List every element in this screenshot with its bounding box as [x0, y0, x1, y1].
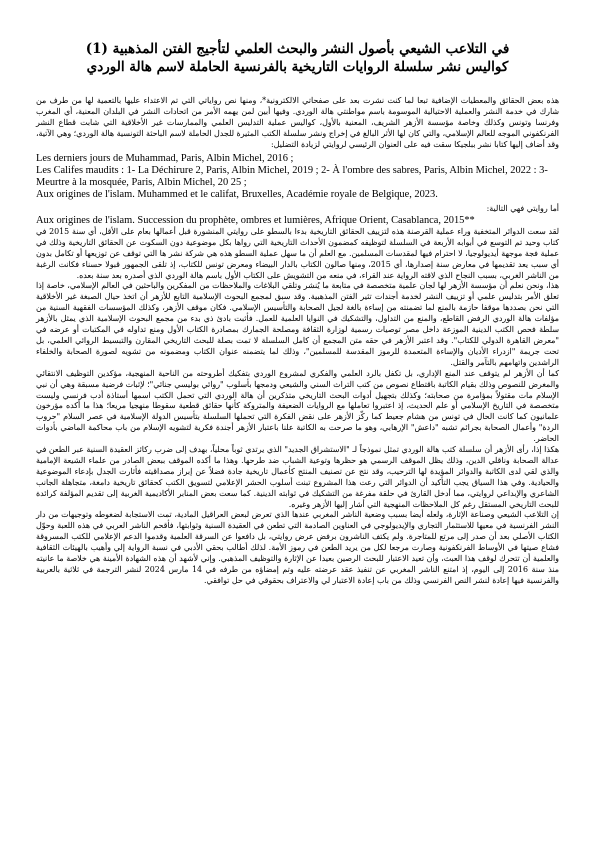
book-item-2: Les Califes maudits : 1- La Déchirure 2, Paris, Albin Michel, 2019 ; 2- À l'ombre des sabres, Paris, Albin Michel, 2022 : 3- Meurtre à la mosquée, Paris, Albin Michel, 20 25 ; [36, 164, 548, 189]
novel-label: أما روايتي فهي التالية: [486, 203, 559, 213]
title-line-2: كواليس نشر سلسلة الروايات التاريخية بالفرنسية الحاملة لاسم هالة الوردي [86, 59, 509, 75]
paragraph-4: هكذا إذا، رأى الأزهر أن سلسلة كتب هالة الوردي تمثل نموذجاً لـ "الاستشراق الجديد" الذي يرتدي ثوباً محلياً، بهدف إلى ضرب ركائز العقيدة السنية عبر الطعن في عدالة الصحابة وناقلي الدين، وذلك يظل الموقف الرسمي هو حظرها وتوعية الشباب ضد طرحها. وهذا ما أكده الموقف ببعض الصادر من علماء الشيعة الإمامية والذي لقي لدى الكاتبة والدوائر المؤيدة لها الترحيب، وقد نتج عن تصنيف المنتج كأعمال تاريخية جادة فضلاً عن إبراز مصداقيته فأثارت الجدل بإدعاء الموضوعية والحيادية. وفي هذا السياق يجب التأكيد أن الدوائر التي رعت هذا المشروع تبنت أسلوب الحشر الإعلامي لتسويق الكتب كحقائق تاريخية دامغة، متجاهلة الجانب الشاعري والإبداعي لروايتي، مما أدخل القارئ في حلقة مفرغة من التشكيك في ثوابته الدينية. كما سعت بعض المنابر الأكاديمية الغربية إلى تقديم المؤلفة كرائدة للبحث التاريخي المستقل رغم كل الملاحظات المنهجية التي أشار إليها الأزهر وغيره. [36, 445, 559, 509]
intro-paragraph: هذه بعض الحقائق والمعطيات الإضافية تبعا لما كنت نشرت بعد على صفحاتي الالكترونية*، ومنها نص رواياتي التي تم الاعتداء عليها بالتعمية لها من طرف من شارك في خدمة النشر والعملية الاحتيالية الموسومة باسم مواطنتي هالة الوردي. وفيها أبين لمن يهمه الأمر من اتحادات النشر في البلدان المعنية، أي المغرب وفرنسا وتونس وكذلك وخاصة مؤسسة الأزهر الشريف، المعنية بالأول، كواليس عملية التدليس العلمي والممارسات غير الأخلاقية التي شابت قطاع النشر الفرنكفوني الموجه للعالم الإسلامي، والتي كان لها الأثر البالغ في إخراج ونشر سلسلة الكتب المثيرة للجدل الحاملة لاسم الباحثة التونسية هالة الوردي؛ وهي الآتية، وقد أضاف إليها كتابا نشر ببلجيكا سقت فيه على العنوان الرئيسي لروايتي لزيادة التضليل: [36, 96, 559, 149]
novel-citation: Aux origines de l'islam. Succession du prophète, ombres et lumières, Afrique Orient, Casablanca, 2015** [36, 214, 475, 226]
document-page [36, 40, 559, 587]
paragraph-3: كما أن الأزهر لم يتوقف عند المنع الإداري، بل تكفل بالرد العلمي والفكري لمشروع الوردي بتفكيك أطروحته من الناحية المنهجية، مؤكدين التوظيف الانتقائي والمغرض للنصوص وذلك بقيام الكاتبة باقتطاع نصوص من كتب التراث السني والشيعي ودمجها بأسلوب "روائي بوليسي جنائي"؛ لإثبات فرضية مسبقة وهي أن نبي الإسلام مات مقتولاً بمؤامرة من صحابته؛ وكذلك بتجهيل أدوات البحث التاريخي متذكرين أن هالة الوردي التي تحمل الكتب اسمها أستاذة أدب فرنسي وليست متخصصة في التاريخ الإسلامي أو علم الحديث، إذ اعتبروا تعاملها مع الروايات الضعيفة والمتروكة كأنها حقائق قطعية سقوطا منهجيا مريعا؛ هذا ما أكده مؤرخون علمانيون كما كانت الحال في تونس من هشام جعيط كما ركّز الأزهر على نقض الفكرة التي تحملها السلسلة بتأسيس الدولة الإسلامية في عصر السلام "حروب الردة" وأعمال الصحابة بجرائم تشبه "داعش" الإرهابي، وهو ما صرحت به الكاتبة علنا باعتبار الأزهر أجندة فكرية لتشويه الإسلام من باب محاكمة الماضي بأدوات الحاضر. [36, 368, 559, 444]
paragraph-5: إن التلاعب الشيعي وصناعة الإثارة، ولعله أيضا بسبب وضعية الناشر المغربي عندها الذي تعرض لبعض العراقيل المادية، تمت الاستجابة لضغوطه وتوجيهات من دار النشر الفرنسية في معيها للاستثمار التجاري والإيديولوجي في العناوين الصادمة التي تطعن في العقيدة السنية وثوابتها، فأقحم الناشر العربي في هذه اللعبة وحوّل الكتاب الأصلي بعد أن صدر إلى مرتع للمتاجرة. ولم يكتف الناشرون برفض عرض روايتي، بل دافعوا عن السرقة العلمية وقدموا الدعم الإعلامي للكتب المسروقة فشاع صيتها في الأوساط الفرنكفونية وصارت مرجعا لكل من يريد الطعن في رموز الأمة. لذلك أطالب بحقي الأدبي في نسبة الرواية إلي وأهيب بالهيئات الثقافية والعلمية أن تتحرك لوقف هذا العبث، وأن تعيد الاعتبار للبحث الرصين بعيدا عن الإثارة والتوظيف المذهبي. وإني لأشهد أن هذه الشهادة الأمينة هي خلاصة ما عانيته منذ سنة 2016 إلى اليوم، إذ امتنع الناشر المغربي عن تنفيذ عقد عرضته عليه وتم إمضاؤه من طرفه في 14 مارس 2024 لنشر الترجمة في ثلاثية بالعربية والفرنسية فيها إعادة لنشر النص الفرنسي وذلك من باب إعادة الاعتبار لي والاعتراف بحقوقي في حل توافقي. [36, 510, 559, 585]
paragraph-2: هذا، ونحن نعلم أن مؤسسة الأزهر لها لجان علمية متخصصة في متابعة ما يُنشر وتلقي البلاغات والملاحظات من المفكرين والباحثين في العالم الإسلامي، خاصة إذا تعلق الأمر بتدليس علمي أو تزييف النشر لخدمة أجندات تثير الفتن المذهبية. وقد سبق لمجمع البحوث الإسلامية التابع للأزهر أن اتخذ حيال الصبغة غير الأخلاقية التي نحن بصددها موقفا حازمة بالمنع لما تضمنته من إساءة بالغة لجيل الصحابة والتأسيس الإسلامي. فكان موقف الأزهر، وكذلك المؤسسات الفقهية السنية من مؤلفات هالة الوردي الرفض القاطع، والمنع من التداول، والتشكيك في النوايا العلمية للعمل. فأثبت بادئ ذي بدء من مجمع البحوث الإسلامية الذي يمثل بالأزهر سلطة فحص الكتب الدينية الموزعة داخل مصر توصيات رسمية لوزارة الثقافة ومصلحة الجمارك بمصادرة الكتاب الأول ومنع تداوله في المكتبات أو عرضه في "معرض القاهرة الدولي للكتاب". وقد اعتبر الأزهر في حقه متن المجمع أن كامل السلسلة لا تمت بصلة للبحث التاريخي المقارن والتبسيط الروائي العلمي، بل تحت جريمة "ازدراء الأديان والإساءة المتعمدة للرموز المقدسة للمسلمين"، وذلك لما يتضمنه عنوان الكتاب ومضمونه من تشويه لصورة الصحابة والخلفاء الراشدين واتهامهم بالتآمر والقتل. [36, 281, 559, 367]
book-list [36, 153, 559, 202]
book-item-1: Les derniers jours de Muhammad, Paris, Albin Michel, 2016 ; [36, 152, 294, 164]
paragraph-1: لقد سعت الدوائر المتخفية وراء عملية القرصنة هذه لتزييف الحقائق التاريخية بدءا بالسطو على روايتي المنشورة قبل أعمالها بعام على الأقل، أي سنة 2015 في كتاب وحيد تم التوسع في أبوابه الأربعة في السلسلة لتوظيفه كمضمون الأحداث التاريخية التي رواها بكل موضوعية دون السكوت عن الحقائق التاريخية وذلك في عملية فجة موجهة أيديولوجيا، لا احترام فيها لمقدسات المسلمين. مع العلم أن ما سهل عملية السطو هذه هي شركة نشر ها التي توقف عن توزيعها أو تكامل بدون أي سبب يعد تقديمها في معارض سنة إصدارها، أي 2015، ومنها صالون الكتاب بالدار البيضاء ومعرض تونس للكتاب، إذ تلقى الجمهور قبولا حسناء فكانت الرغبة من الناشر الغربي، بسبب النجاح الذي لاقته الرواية عند القراء، في منعه من التشويش على الكتاب الأول باسم هالة الوردي الذي أصدره بعد سنة بعده. [36, 226, 560, 280]
document-title [36, 40, 559, 76]
book-item-3: Aux origines de l'islam. Muhammed et le califat, Bruxelles, Académie royale de Belgique, 2023. [36, 189, 438, 201]
title-line-1: في التلاعب الشيعي بأصول النشر والبحث العلمي لتأجيج الفتن المذهبية (1) [85, 41, 510, 57]
